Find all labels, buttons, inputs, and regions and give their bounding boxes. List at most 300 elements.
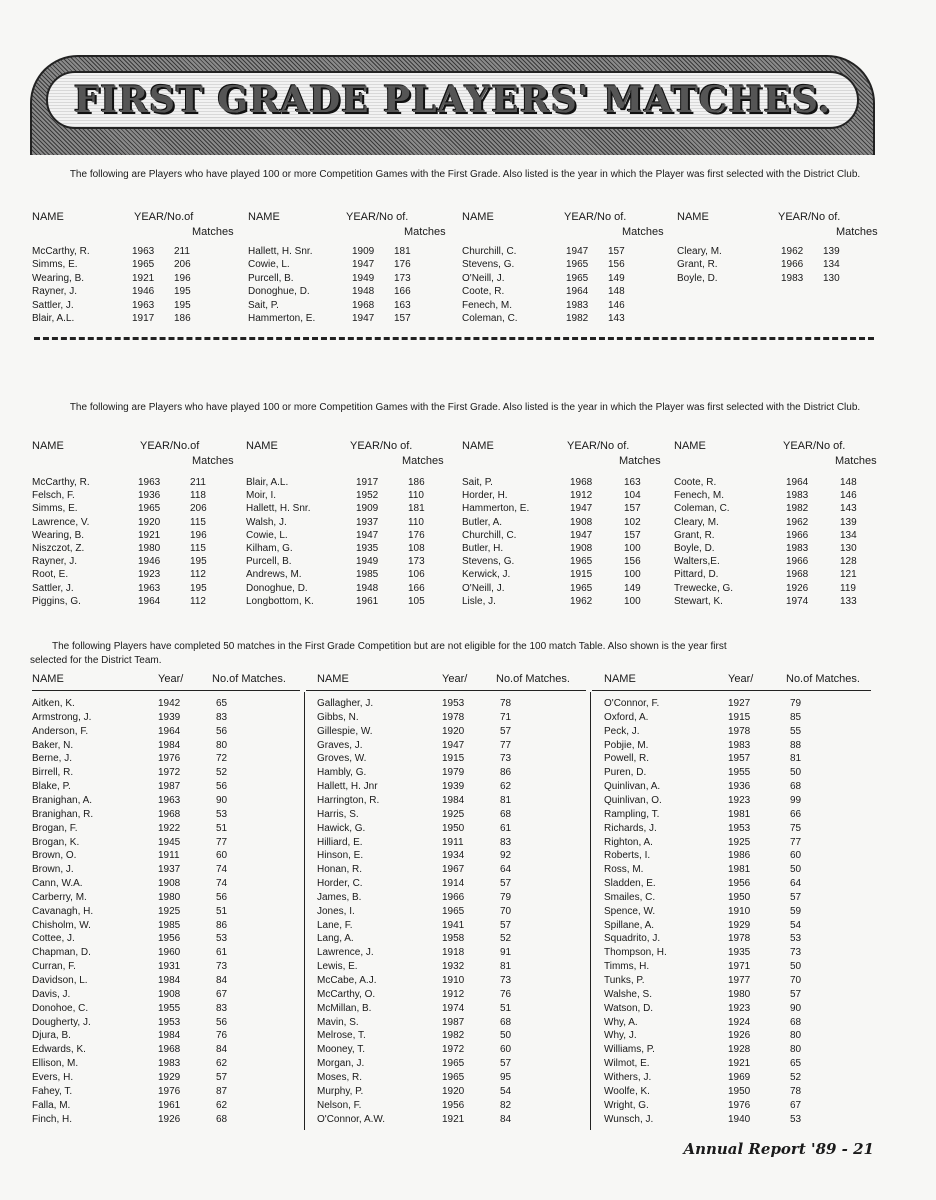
player-matches: 71 [500, 711, 512, 723]
player-name: Evers, H. [32, 1071, 74, 1083]
player-matches: 72 [216, 753, 228, 765]
player-name: Spence, W. [604, 905, 656, 917]
player-name: Walsh, J. [246, 516, 287, 528]
player-name: Sait, P. [462, 477, 493, 488]
player-name: Chapman, D. [32, 947, 91, 959]
player-year: 1940 [728, 1113, 751, 1125]
player-year: 1947 [352, 259, 375, 271]
player-year: 1917 [356, 477, 379, 488]
player-name: Lane, F. [317, 919, 353, 931]
player-year: 1984 [158, 975, 181, 986]
player-name: Watson, D. [604, 1002, 654, 1014]
column-header-year: YEAR/No of. [564, 211, 627, 223]
player-name: Fenech, M. [674, 490, 725, 502]
player-name: Rayner, J. [32, 556, 78, 568]
player-name: Wearing, B. [32, 529, 85, 541]
column-header-year: YEAR/No of. [350, 440, 413, 452]
player-year: 1923 [728, 1002, 751, 1014]
player-year: 1982 [786, 503, 809, 515]
player-name: Cleary, M. [677, 246, 722, 257]
player-year: 1964 [786, 477, 809, 488]
player-year: 1966 [786, 556, 809, 568]
column-header-matches: Matches [836, 226, 878, 238]
player-year: 1980 [158, 891, 181, 903]
player-matches: 195 [190, 582, 207, 594]
player-name: McMillan, B. [317, 1002, 372, 1014]
section-divider [34, 337, 874, 340]
player-name: Coleman, C. [462, 313, 518, 324]
player-matches: 73 [790, 947, 802, 959]
player-name: Moir, I. [246, 490, 277, 502]
player-name: Fenech, M. [462, 299, 513, 311]
column-header-year: YEAR/No of. [783, 440, 846, 452]
player-year: 1935 [728, 947, 751, 959]
player-name: Hallett, H. Jnr [317, 781, 378, 793]
player-matches: 176 [408, 529, 425, 541]
column-header-matches: No.of Matches. [212, 673, 286, 685]
player-matches: 54 [790, 919, 802, 931]
column-header-matches: Matches [402, 455, 444, 467]
column-header-matches: Matches [622, 226, 664, 238]
player-name: Kilham, G. [246, 543, 293, 554]
player-year: 1971 [728, 961, 751, 973]
player-name: Niszczot, Z. [32, 543, 85, 554]
title-banner-inner [46, 71, 859, 129]
player-matches: 78 [500, 698, 512, 709]
player-name: Carberry, M. [32, 891, 87, 903]
player-name: Puren, D. [604, 767, 647, 779]
player-year: 1934 [442, 850, 465, 862]
player-name: Harrington, R. [317, 794, 380, 806]
player-year: 1946 [138, 556, 161, 568]
player-year: 1924 [728, 1016, 751, 1028]
player-year: 1957 [728, 753, 751, 765]
player-matches: 57 [790, 891, 802, 903]
player-matches: 73 [500, 975, 512, 986]
player-year: 1982 [566, 313, 589, 324]
player-year: 1909 [356, 503, 379, 515]
player-name: Gallagher, J. [317, 698, 374, 709]
player-name: Richards, J. [604, 822, 657, 834]
player-matches: 176 [394, 259, 411, 271]
player-year: 1927 [728, 698, 751, 709]
player-name: McCarthy, O. [317, 988, 376, 1000]
player-year: 1965 [566, 259, 589, 271]
player-matches: 54 [500, 1085, 512, 1097]
column-header-name: NAME [677, 211, 709, 223]
player-year: 1972 [442, 1044, 465, 1056]
player-matches: 62 [216, 1058, 228, 1070]
player-year: 1914 [442, 878, 465, 890]
player-matches: 57 [500, 919, 512, 931]
player-name: Squadrito, J. [604, 933, 661, 945]
player-name: Sait, P. [248, 299, 279, 311]
player-name: Jones, I. [317, 905, 355, 917]
player-matches: 130 [840, 543, 857, 554]
player-name: Lawrence, J. [317, 947, 374, 959]
player-year: 1910 [442, 975, 465, 986]
column-divider [304, 692, 305, 1130]
player-name: Purcell, B. [246, 556, 292, 568]
player-name: Hawick, G. [317, 822, 366, 834]
player-matches: 121 [840, 569, 857, 581]
player-matches: 83 [216, 711, 228, 723]
player-matches: 87 [216, 1085, 228, 1097]
player-year: 1917 [132, 313, 155, 324]
player-name: Hinson, E. [317, 850, 364, 862]
player-name: Boyle, D. [674, 543, 715, 554]
player-matches: 206 [174, 259, 191, 271]
player-year: 1911 [158, 850, 180, 862]
player-matches: 64 [500, 864, 512, 876]
player-name: Moses, R. [317, 1071, 363, 1083]
player-name: Anderson, F. [32, 725, 89, 737]
player-year: 1910 [728, 905, 751, 917]
player-matches: 156 [624, 556, 641, 568]
player-matches: 68 [500, 808, 512, 820]
player-name: Finch, H. [32, 1113, 73, 1125]
player-year: 1946 [132, 286, 155, 298]
player-matches: 65 [216, 698, 228, 709]
player-matches: 70 [500, 905, 512, 917]
player-name: Donohoe, C. [32, 1002, 89, 1014]
player-matches: 84 [500, 1113, 512, 1125]
player-matches: 99 [790, 794, 802, 806]
player-matches: 73 [216, 961, 228, 973]
player-matches: 67 [790, 1099, 802, 1111]
player-name: Honan, R. [317, 864, 363, 876]
player-name: James, B. [317, 891, 362, 903]
player-name: Smailes, C. [604, 891, 656, 903]
player-matches: 156 [608, 259, 625, 271]
column-header-name: NAME [32, 211, 64, 223]
player-matches: 57 [790, 988, 802, 1000]
player-year: 1947 [352, 313, 375, 324]
header-underline [306, 690, 586, 691]
player-year: 1950 [728, 1085, 751, 1097]
player-year: 1961 [356, 595, 379, 607]
player-matches: 60 [216, 850, 228, 862]
player-year: 1965 [566, 272, 589, 284]
player-year: 1968 [570, 477, 593, 488]
player-name: Coote, R. [674, 477, 717, 488]
player-matches: 211 [190, 477, 206, 488]
player-year: 1922 [158, 822, 181, 834]
player-year: 1923 [728, 794, 751, 806]
player-year: 1976 [158, 753, 181, 765]
player-matches: 86 [216, 919, 228, 931]
player-year: 1945 [158, 836, 181, 848]
player-year: 1964 [158, 725, 181, 737]
player-year: 1949 [356, 556, 379, 568]
player-matches: 186 [174, 313, 191, 324]
column-header-name: NAME [674, 440, 706, 452]
player-matches: 62 [216, 1099, 228, 1111]
player-name: Root, E. [32, 569, 69, 581]
player-year: 1915 [728, 711, 751, 723]
player-name: Sladden, E. [604, 878, 656, 890]
player-matches: 105 [408, 595, 425, 607]
player-matches: 79 [790, 698, 802, 709]
player-year: 1929 [728, 919, 751, 931]
player-year: 1981 [728, 864, 751, 876]
player-name: Why, J. [604, 1030, 637, 1042]
player-year: 1932 [442, 961, 465, 973]
player-year: 1983 [786, 490, 809, 502]
column-header-matches: Matches [192, 455, 234, 467]
player-matches: 57 [216, 1071, 228, 1083]
player-matches: 50 [790, 961, 802, 973]
player-name: Murphy, P. [317, 1085, 364, 1097]
player-year: 1982 [442, 1030, 465, 1042]
player-matches: 95 [500, 1071, 512, 1083]
player-matches: 148 [840, 477, 857, 488]
player-year: 1966 [442, 891, 465, 903]
player-year: 1980 [728, 988, 751, 1000]
player-matches: 186 [408, 477, 425, 488]
player-name: Kerwick, J. [462, 569, 511, 581]
player-year: 1972 [158, 767, 181, 779]
player-matches: 61 [500, 822, 512, 834]
column-header-name: NAME [462, 440, 494, 452]
player-name: Pittard, D. [674, 569, 719, 581]
player-year: 1908 [570, 543, 593, 554]
player-matches: 68 [216, 1113, 228, 1125]
player-name: Donoghue, D. [248, 286, 310, 298]
player-year: 1920 [442, 725, 465, 737]
column-header-year: YEAR/No.of [140, 440, 200, 452]
player-year: 1936 [728, 781, 751, 793]
player-name: Davidson, L. [32, 975, 88, 986]
player-matches: 196 [174, 272, 191, 284]
player-matches: 55 [790, 725, 802, 737]
player-matches: 74 [216, 864, 228, 876]
player-matches: 196 [190, 529, 207, 541]
player-year: 1956 [158, 933, 181, 945]
player-name: Simms, E. [32, 503, 78, 515]
player-name: Coote, R. [462, 286, 505, 298]
player-name: Donoghue, D. [246, 582, 308, 594]
player-name: Butler, A. [462, 516, 503, 528]
player-name: Hammerton, E. [462, 503, 530, 515]
player-year: 1937 [158, 864, 181, 876]
player-matches: 157 [624, 503, 641, 515]
player-name: Wilmot, E. [604, 1058, 650, 1070]
player-matches: 173 [394, 272, 411, 284]
player-year: 1948 [356, 582, 379, 594]
player-name: Stewart, K. [674, 595, 723, 607]
player-name: Mavin, S. [317, 1016, 359, 1028]
player-year: 1985 [158, 919, 181, 931]
player-year: 1977 [728, 975, 751, 986]
player-matches: 100 [624, 595, 641, 607]
column-header-year: YEAR/No of. [346, 211, 409, 223]
player-matches: 73 [500, 753, 512, 765]
player-matches: 67 [216, 988, 228, 1000]
player-matches: 62 [500, 781, 512, 793]
player-matches: 91 [500, 947, 512, 959]
player-matches: 74 [216, 878, 228, 890]
player-year: 1965 [132, 259, 155, 271]
player-matches: 166 [408, 582, 425, 594]
player-name: Peck, J. [604, 725, 640, 737]
player-year: 1984 [158, 739, 181, 751]
player-matches: 146 [840, 490, 857, 502]
player-year: 1961 [158, 1099, 181, 1111]
player-name: Powell, R. [604, 753, 650, 765]
column-header-name: NAME [246, 440, 278, 452]
title-banner [30, 55, 875, 155]
player-name: O'Connor, F. [604, 698, 660, 709]
player-matches: 57 [500, 1058, 512, 1070]
player-year: 1978 [442, 711, 465, 723]
player-matches: 68 [790, 1016, 802, 1028]
player-year: 1969 [728, 1071, 751, 1083]
player-year: 1921 [132, 272, 155, 284]
player-year: 1963 [138, 582, 161, 594]
column-header-matches: No.of Matches. [786, 673, 860, 685]
column-header-year: YEAR/No of. [567, 440, 630, 452]
player-year: 1974 [786, 595, 809, 607]
player-matches: 181 [408, 503, 425, 515]
player-matches: 148 [608, 286, 625, 298]
player-name: Hallett, H. Snr. [248, 246, 313, 257]
header-underline [32, 690, 300, 691]
player-year: 1908 [158, 878, 181, 890]
player-matches: 77 [790, 836, 802, 848]
player-year: 1953 [442, 698, 465, 709]
player-year: 1956 [442, 1099, 465, 1111]
player-name: Walshe, S. [604, 988, 652, 1000]
player-name: Tunks, P. [604, 975, 645, 986]
player-matches: 130 [823, 272, 840, 284]
player-name: Blair, A.L. [246, 477, 289, 488]
player-year: 1962 [781, 246, 804, 257]
player-matches: 53 [216, 808, 228, 820]
player-matches: 64 [790, 878, 802, 890]
player-name: Harris, S. [317, 808, 359, 820]
player-year: 1947 [442, 739, 465, 751]
page-title: FIRST GRADE PLAYERS' MATCHES. [73, 79, 832, 121]
player-year: 1915 [570, 569, 593, 581]
player-matches: 104 [624, 490, 641, 502]
player-matches: 181 [394, 246, 411, 257]
player-year: 1983 [781, 272, 804, 284]
player-year: 1968 [352, 299, 375, 311]
player-matches: 78 [790, 1085, 802, 1097]
player-name: Falla, M. [32, 1099, 71, 1111]
player-name: Ellison, M. [32, 1058, 79, 1070]
player-name: Withers, J. [604, 1071, 652, 1083]
player-name: Why, A. [604, 1016, 638, 1028]
player-name: Davis, J. [32, 988, 71, 1000]
player-matches: 195 [174, 286, 191, 298]
player-year: 1925 [442, 808, 465, 820]
player-matches: 118 [190, 490, 206, 502]
player-name: Quinlivan, O. [604, 794, 662, 806]
player-name: Coleman, C. [674, 503, 730, 515]
player-name: Cann, W.A. [32, 878, 83, 890]
player-matches: 146 [608, 299, 625, 311]
player-year: 1963 [132, 299, 155, 311]
player-year: 1968 [786, 569, 809, 581]
player-name: Graves, J. [317, 739, 363, 751]
player-year: 1952 [356, 490, 379, 502]
player-year: 1962 [570, 595, 593, 607]
player-name: Branighan, A. [32, 794, 93, 806]
player-matches: 92 [500, 850, 512, 862]
column-divider [590, 692, 591, 1130]
player-matches: 110 [408, 516, 424, 528]
player-matches: 51 [500, 1002, 512, 1014]
column-header-name: NAME [248, 211, 280, 223]
player-matches: 56 [216, 725, 228, 737]
header-underline [592, 690, 871, 691]
player-matches: 166 [394, 286, 411, 298]
player-matches: 90 [790, 1002, 802, 1014]
player-matches: 59 [790, 905, 802, 917]
player-matches: 88 [790, 739, 802, 751]
player-name: Armstrong, J. [32, 711, 92, 723]
player-year: 1937 [356, 516, 379, 528]
player-year: 1984 [442, 794, 465, 806]
player-name: Cowie, L. [248, 259, 290, 271]
player-name: Brogan, K. [32, 836, 80, 848]
player-matches: 60 [500, 1044, 512, 1056]
player-year: 1947 [356, 529, 379, 541]
player-year: 1983 [566, 299, 589, 311]
player-matches: 128 [840, 556, 857, 568]
player-year: 1950 [442, 822, 465, 834]
player-matches: 65 [790, 1058, 802, 1070]
player-matches: 56 [216, 781, 228, 793]
player-name: Blair, A.L. [32, 313, 75, 324]
player-year: 1960 [158, 947, 181, 959]
player-year: 1965 [442, 1058, 465, 1070]
player-matches: 108 [408, 543, 425, 554]
player-year: 1978 [728, 933, 751, 945]
player-year: 1912 [442, 988, 465, 1000]
player-name: Baker, N. [32, 739, 74, 751]
player-name: Stevens, G. [462, 556, 515, 568]
column-header-name: NAME [604, 673, 636, 685]
player-name: Trewecke, G. [674, 582, 734, 594]
player-name: Lisle, J. [462, 595, 496, 607]
player-matches: 50 [500, 1030, 512, 1042]
player-year: 1987 [158, 781, 181, 793]
player-year: 1947 [570, 529, 593, 541]
player-year: 1983 [728, 739, 751, 751]
column-header-matches: Matches [192, 226, 234, 238]
player-name: Timms, H. [604, 961, 650, 973]
player-matches: 52 [790, 1071, 802, 1083]
player-year: 1965 [570, 556, 593, 568]
player-name: Woolfe, K. [604, 1085, 650, 1097]
player-year: 1985 [356, 569, 379, 581]
section3-intro-line1: The following Players have completed 50 matches in the First Grade Competition but are not eligible for the 100 match Table. Also shown is the year first [52, 641, 727, 652]
player-year: 1921 [728, 1058, 751, 1070]
player-matches: 83 [500, 836, 512, 848]
column-header-matches: No.of Matches. [496, 673, 570, 685]
player-matches: 195 [190, 556, 207, 568]
player-name: Mooney, T. [317, 1044, 365, 1056]
player-name: Sattler, J. [32, 299, 74, 311]
player-year: 1983 [158, 1058, 181, 1070]
player-matches: 57 [500, 878, 512, 890]
player-name: Ross, M. [604, 864, 644, 876]
player-matches: 86 [500, 767, 512, 779]
player-matches: 157 [624, 529, 641, 541]
